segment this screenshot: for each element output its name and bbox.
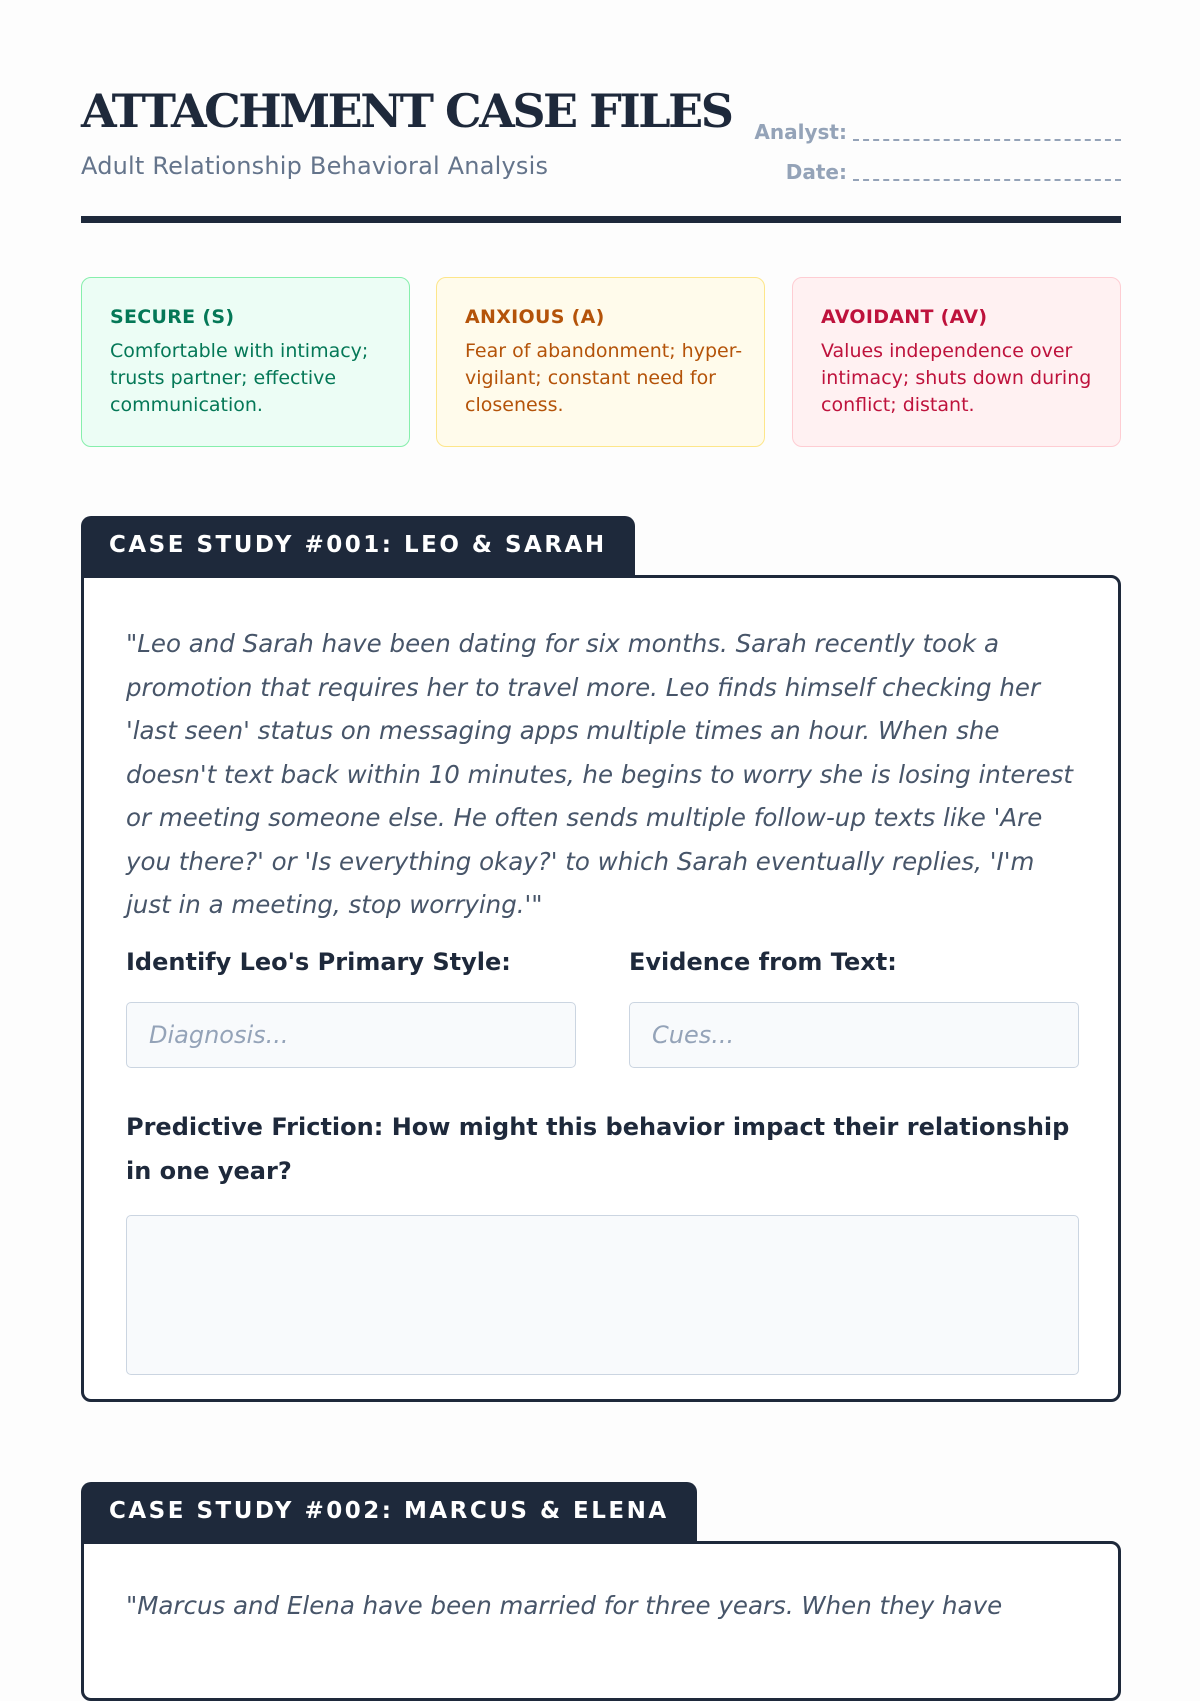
legend-title-avoidant: AVOIDANT (AV) xyxy=(821,306,988,328)
predictive-friction-textarea[interactable] xyxy=(126,1215,1079,1375)
header-divider xyxy=(81,216,1121,223)
case-box-001 xyxy=(81,575,1121,1402)
case-box-002 xyxy=(81,1541,1121,1701)
analyst-blank-line[interactable] xyxy=(853,121,1121,141)
date-blank-line[interactable] xyxy=(853,161,1121,181)
case-narrative-002: "Marcus and Elena have been married for three years. When they have xyxy=(126,1591,1003,1620)
legend-description-anxious: Fear of abandonment; hyper-vigilant; constant need for closeness. xyxy=(465,340,743,416)
legend-card-anxious xyxy=(436,277,765,447)
worksheet-header xyxy=(81,0,1121,224)
case-tab-001: CASE STUDY #001: LEO & SARAH xyxy=(81,516,635,580)
legend-description-avoidant: Values independence over intimacy; shuts down during conflict; distant. xyxy=(821,340,1092,416)
legend-title-secure: SECURE (S) xyxy=(110,306,235,328)
worksheet-page xyxy=(81,0,1121,1620)
page-title: ATTACHMENT CASE FILES xyxy=(81,84,732,138)
analyst-label: Analyst: xyxy=(754,120,847,144)
date-label: Date: xyxy=(785,160,847,184)
case-tab-002: CASE STUDY #002: MARCUS & ELENA xyxy=(81,1482,697,1546)
primary-style-label: Identify Leo's Primary Style: xyxy=(126,948,511,976)
evidence-input[interactable] xyxy=(629,1002,1079,1068)
primary-style-input[interactable] xyxy=(126,1002,576,1068)
predictive-friction-label: Predictive Friction: How might this behavior impact their relationship in one year? xyxy=(126,1113,1070,1185)
page-subtitle: Adult Relationship Behavioral Analysis xyxy=(81,152,549,180)
case-study-001 xyxy=(81,516,1121,1406)
analyst-field xyxy=(754,118,1121,146)
date-field xyxy=(786,158,1121,186)
case-study-002 xyxy=(81,1482,1121,1682)
legend-description-secure: Comfortable with intimacy; trusts partner; effective communication. xyxy=(110,340,369,416)
attachment-style-legend xyxy=(81,277,1121,447)
case-narrative-001: "Leo and Sarah have been dating for six months. Sarah recently took a promotion that requires her to travel more. Leo finds himself checking her 'last seen' status on messaging apps multiple times an hour. When she doesn't text back within 10 minutes, he begins to worry she is losing interest or meeting someone else. He often sends multiple follow-up texts like 'Are you there?' or 'Is everything okay?' to which Sarah eventually replies, 'I'm just in a meeting, stop worrying.'" xyxy=(126,629,1074,919)
legend-card-avoidant xyxy=(792,277,1121,447)
legend-title-anxious: ANXIOUS (A) xyxy=(465,306,605,328)
evidence-label: Evidence from Text: xyxy=(629,948,897,976)
legend-card-secure xyxy=(81,277,410,447)
